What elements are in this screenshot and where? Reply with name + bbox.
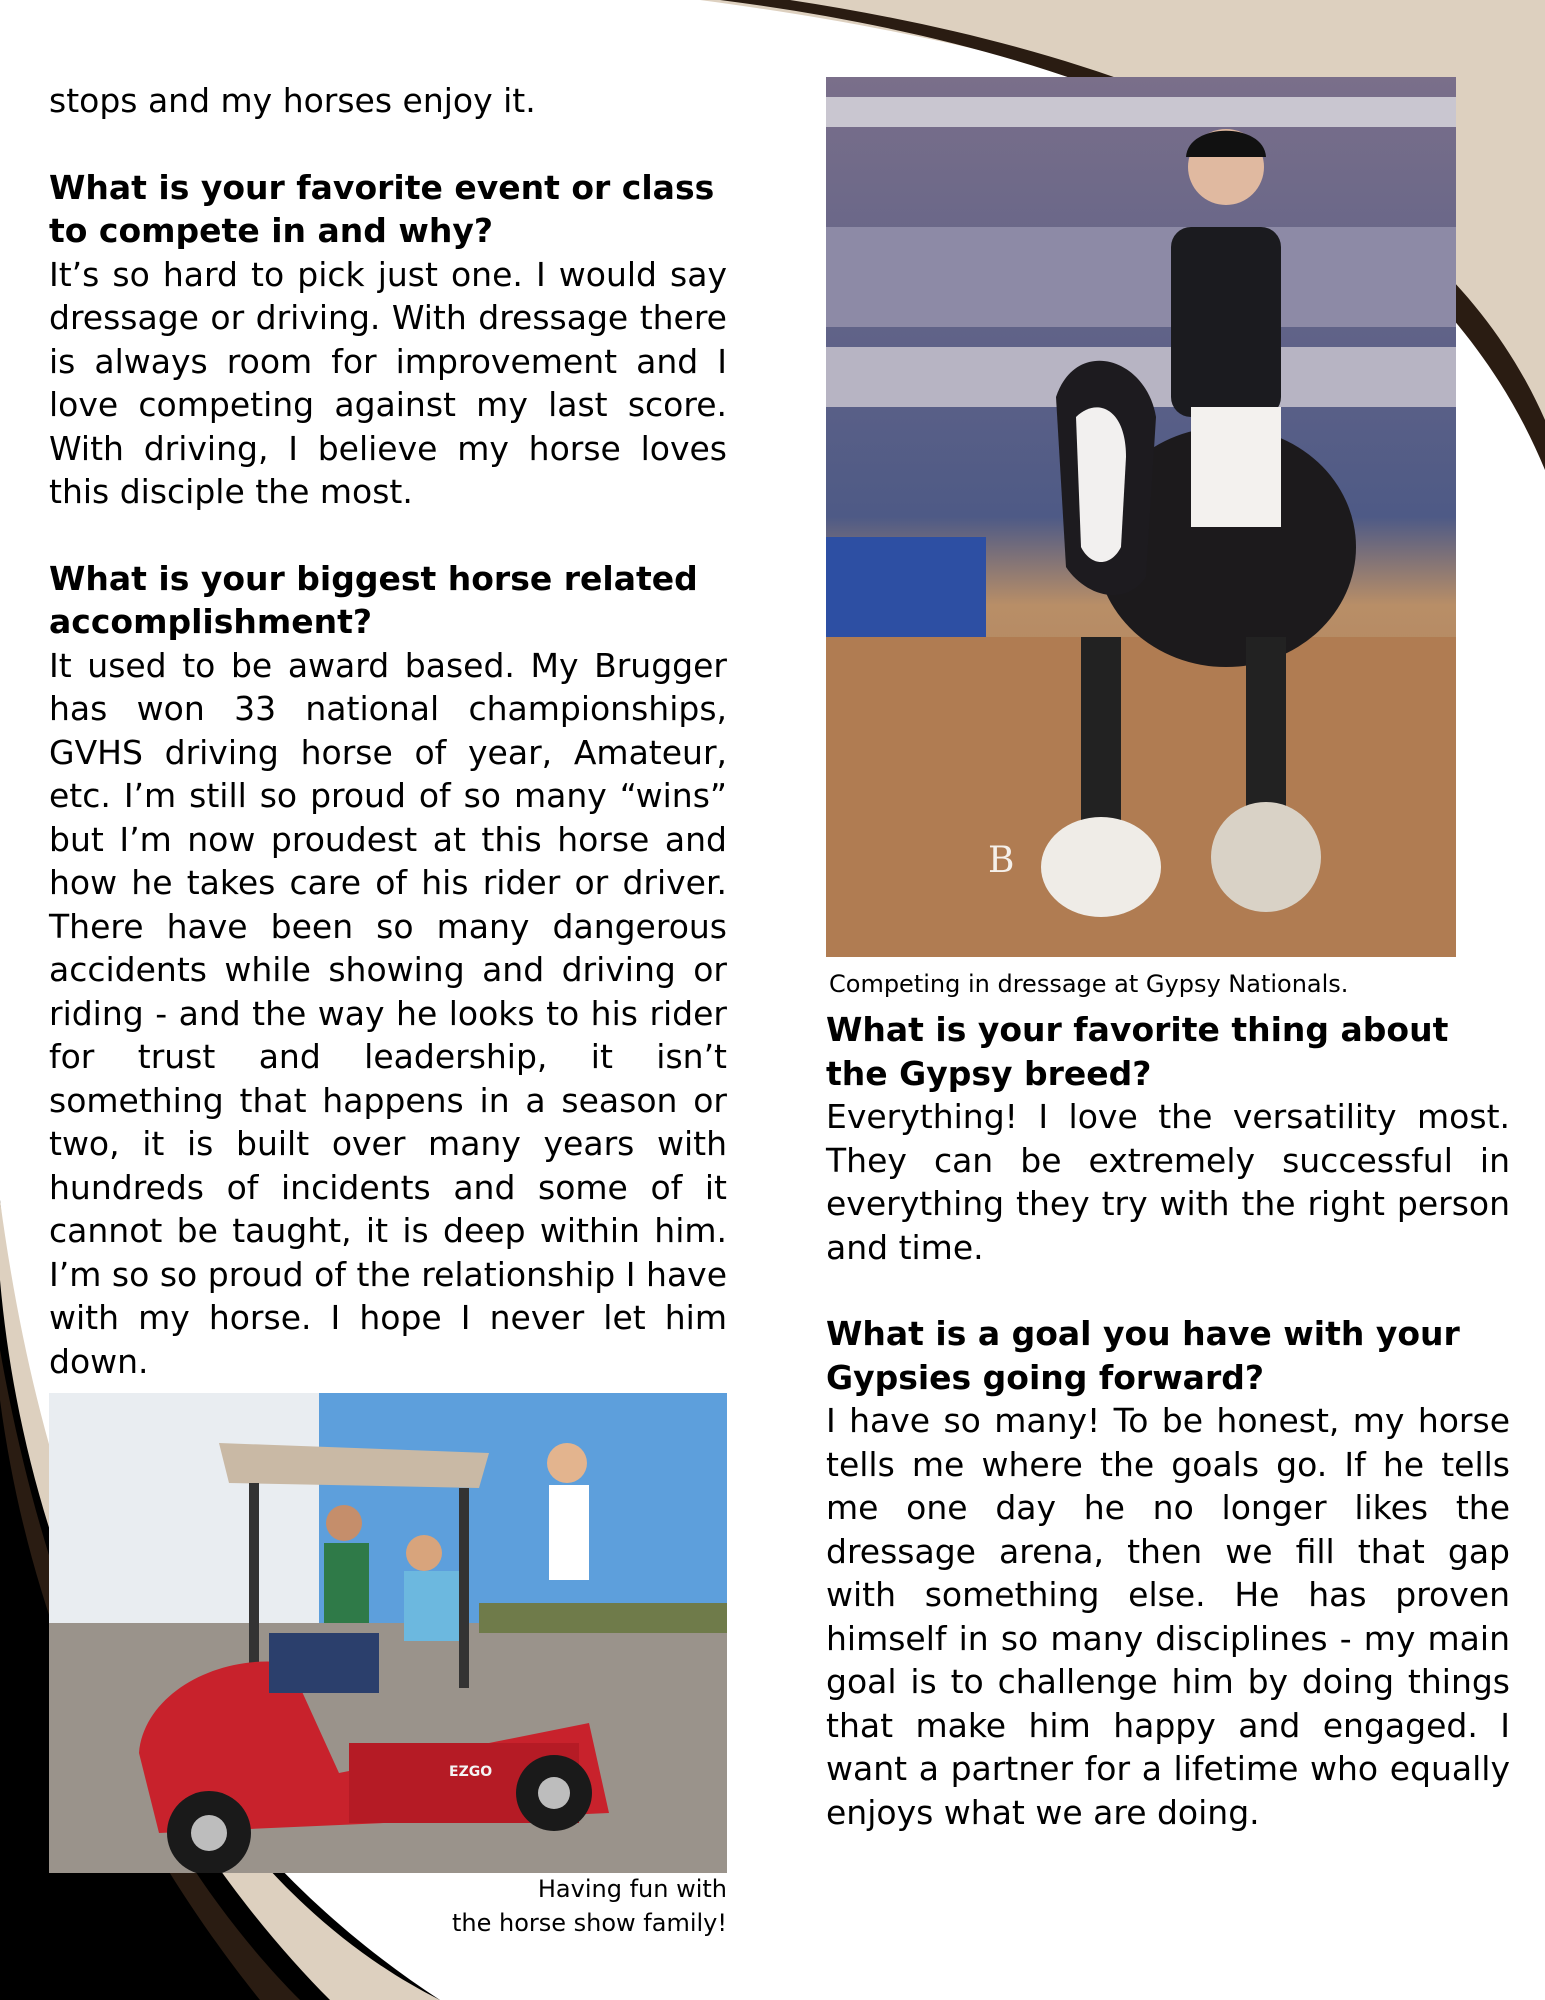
cart-caption-line1: Having fun with xyxy=(537,1875,727,1903)
question-goal-forward: What is a goal you have with your Gypsies going forward? xyxy=(826,1314,1460,1397)
question-favorite-event: What is your favorite event or class to compete in and why? xyxy=(49,167,715,250)
dressage-rider-photo xyxy=(826,77,1456,957)
question-favorite-thing-gypsy: What is your favorite thing about the Gypsy breed? xyxy=(826,1010,1449,1093)
rider-photo-caption: Competing in dressage at Gypsy Nationals. xyxy=(829,970,1349,998)
answer-favorite-event: It’s so hard to pick just one. I would say dressage or driving. With dressage there is always room for improvement and I love competing against my last score. With driving, I believe my horse loves this disciple the most. xyxy=(49,254,727,511)
photo-watermark: B xyxy=(988,840,1015,881)
golf-cart-photo xyxy=(49,1393,727,1873)
left-text-column xyxy=(49,79,727,1383)
cart-photo-caption xyxy=(300,1872,727,1940)
question-biggest-accomplishment: What is your biggest horse related accomplishment? xyxy=(49,558,698,641)
answer-favorite-thing-gypsy: Everything! I love the versatility most. They can be extremely successful in everything they try with the right person and time. xyxy=(826,1097,1510,1267)
cart-caption-line2: the horse show family! xyxy=(451,1909,727,1937)
right-text-column xyxy=(826,1008,1510,1834)
cart-brand-logo: EZGO xyxy=(449,1764,493,1780)
intro-text: stops and my horses enjoy it. xyxy=(49,81,536,120)
answer-biggest-accomplishment: It used to be award based. My Brugger has won 33 national championships, GVHS driving horse of year, Amateur, etc. I’m still so proud of so many “wins” but I’m now proudest at this horse and how he takes care of his rider or driver. There have been so many dangerous accidents while showing and driving or riding - and the way he looks to his rider for trust and leadership, it isn’t something that happens in a season or two, it is built over many years with hundreds of incidents and some of it cannot be taught, it is deep within him. I’m so so proud of the relationship I have with my horse. I hope I never let him down. xyxy=(49,645,727,1381)
answer-goal-forward: I have so many! To be honest, my horse tells me where the goals go. If he tells me one day he no longer likes the dressage arena, then we fill that gap with something else. He has proven himself in so many disciplines - my main goal is to challenge him by doing things that make him happy and engaged. I want a partner for a lifetime who equally enjoys what we are doing. xyxy=(826,1401,1510,1832)
